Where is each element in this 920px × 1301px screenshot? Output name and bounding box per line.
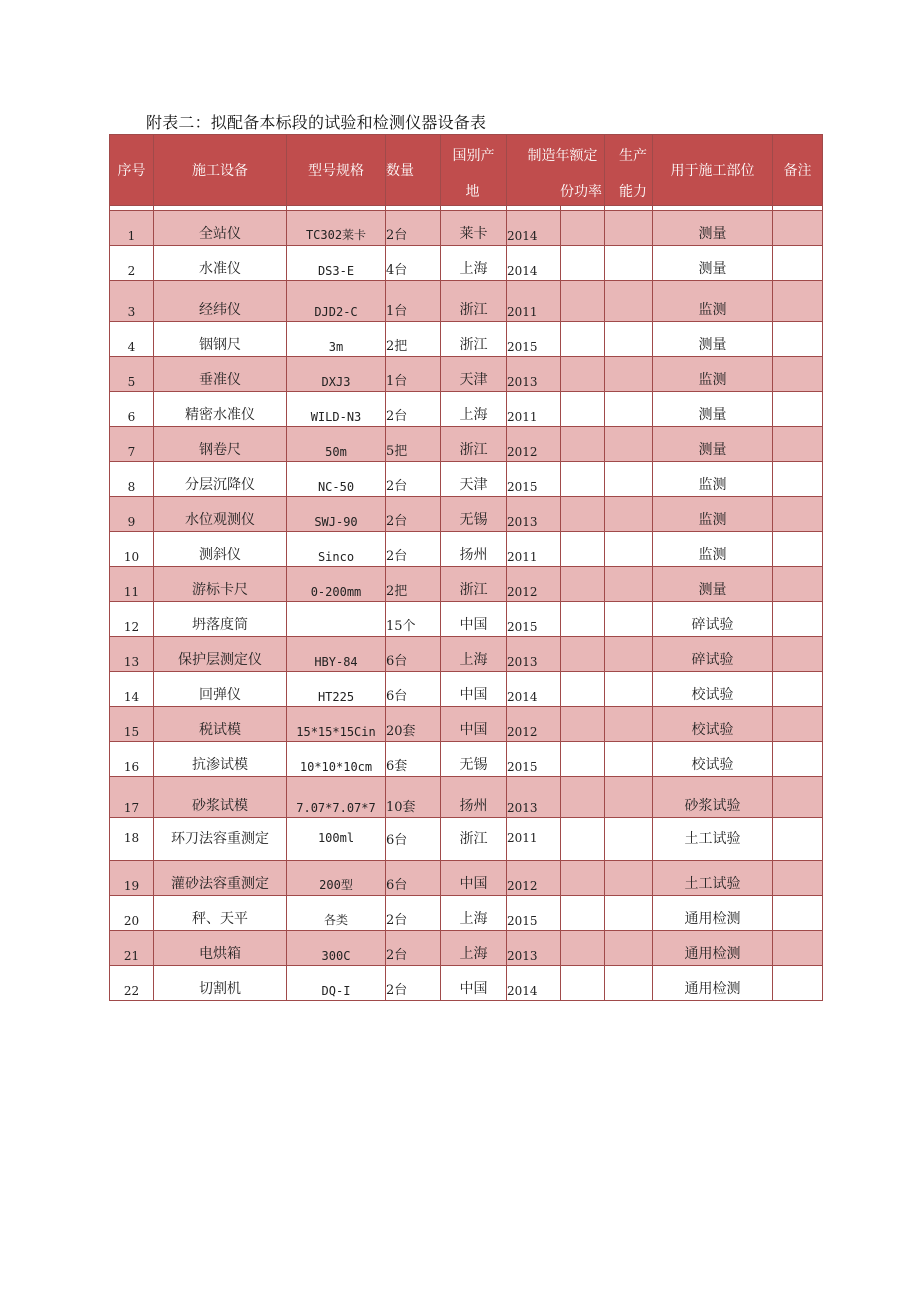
table-row <box>110 707 823 742</box>
cell-power <box>561 896 605 931</box>
cell-year: 2013 <box>507 497 561 532</box>
cell-equipment: 灌砂法容重测定 <box>154 861 287 896</box>
cell-quantity: 2台 <box>386 532 441 567</box>
cell-no: 12 <box>110 602 154 637</box>
cell-power <box>561 637 605 672</box>
cell-remark <box>773 497 823 532</box>
cell-year: 2011 <box>507 281 561 322</box>
cell-model: 100ml <box>287 818 386 861</box>
cell-equipment: 测斜仪 <box>154 532 287 567</box>
cell-equipment: 坍落度筒 <box>154 602 287 637</box>
cell-origin: 上海 <box>441 637 507 672</box>
cell-remark <box>773 777 823 818</box>
cell-usage: 碎试验 <box>653 602 773 637</box>
cell-equipment: 精密水准仪 <box>154 392 287 427</box>
cell-no: 6 <box>110 392 154 427</box>
cell-no: 9 <box>110 497 154 532</box>
cell-year: 2015 <box>507 322 561 357</box>
cell-capacity <box>605 462 653 497</box>
cell-equipment: 分层沉降仪 <box>154 462 287 497</box>
header-origin <box>441 135 507 206</box>
cell-quantity: 6台 <box>386 861 441 896</box>
cell-power <box>561 707 605 742</box>
cell-model: Sinco <box>287 532 386 567</box>
cell-equipment: 回弹仪 <box>154 672 287 707</box>
cell-origin: 浙江 <box>441 567 507 602</box>
cell-origin: 天津 <box>441 462 507 497</box>
cell-equipment: 经纬仪 <box>154 281 287 322</box>
cell-origin: 无锡 <box>441 497 507 532</box>
cell-capacity <box>605 357 653 392</box>
cell-no: 3 <box>110 281 154 322</box>
cell-usage: 测量 <box>653 211 773 246</box>
cell-equipment: 抗渗试模 <box>154 742 287 777</box>
header-equipment: 施工设备 <box>154 135 287 206</box>
table-row <box>110 427 823 462</box>
header-year-power <box>507 135 605 206</box>
header-year-line2: 份功率 <box>560 184 602 200</box>
cell-capacity <box>605 281 653 322</box>
cell-quantity: 15个 <box>386 602 441 637</box>
cell-year: 2014 <box>507 211 561 246</box>
cell-no: 1 <box>110 211 154 246</box>
cell-power <box>561 322 605 357</box>
cell-usage: 校试验 <box>653 742 773 777</box>
cell-capacity <box>605 931 653 966</box>
table-row <box>110 281 823 322</box>
cell-remark <box>773 861 823 896</box>
cell-remark <box>773 322 823 357</box>
header-model: 型号规格 <box>287 135 386 206</box>
cell-no: 22 <box>110 966 154 1001</box>
cell-origin: 浙江 <box>441 818 507 861</box>
cell-remark <box>773 966 823 1001</box>
cell-no: 20 <box>110 896 154 931</box>
cell-power <box>561 532 605 567</box>
cell-quantity: 2台 <box>386 392 441 427</box>
table-row <box>110 777 823 818</box>
cell-usage: 测量 <box>653 322 773 357</box>
table-row <box>110 742 823 777</box>
cell-usage: 校试验 <box>653 672 773 707</box>
cell-quantity: 6台 <box>386 818 441 861</box>
cell-year: 2013 <box>507 357 561 392</box>
cell-equipment: 全站仪 <box>154 211 287 246</box>
cell-remark <box>773 281 823 322</box>
cell-equipment: 铟钢尺 <box>154 322 287 357</box>
table-row <box>110 602 823 637</box>
cell-origin: 中国 <box>441 672 507 707</box>
cell-capacity <box>605 966 653 1001</box>
table-row <box>110 246 823 281</box>
cell-model: WILD-N3 <box>287 392 386 427</box>
cell-capacity <box>605 567 653 602</box>
cell-remark <box>773 392 823 427</box>
cell-quantity: 20套 <box>386 707 441 742</box>
cell-power <box>561 742 605 777</box>
cell-remark <box>773 896 823 931</box>
table-header <box>110 135 823 206</box>
cell-power <box>561 497 605 532</box>
cell-origin: 上海 <box>441 246 507 281</box>
cell-equipment: 环刀法容重测定 <box>154 818 287 861</box>
cell-quantity: 2台 <box>386 462 441 497</box>
equipment-table <box>109 134 823 1001</box>
cell-no: 7 <box>110 427 154 462</box>
cell-model: 200型 <box>287 861 386 896</box>
cell-usage: 测量 <box>653 427 773 462</box>
cell-year: 2015 <box>507 602 561 637</box>
cell-capacity <box>605 672 653 707</box>
cell-capacity <box>605 742 653 777</box>
cell-no: 19 <box>110 861 154 896</box>
cell-power <box>561 211 605 246</box>
cell-quantity: 4台 <box>386 246 441 281</box>
cell-model <box>287 602 386 637</box>
table-row <box>110 211 823 246</box>
cell-year: 2011 <box>507 392 561 427</box>
cell-capacity <box>605 777 653 818</box>
cell-quantity: 2台 <box>386 966 441 1001</box>
cell-remark <box>773 637 823 672</box>
cell-equipment: 钢卷尺 <box>154 427 287 462</box>
cell-power <box>561 392 605 427</box>
cell-quantity: 2把 <box>386 322 441 357</box>
cell-usage: 通用检测 <box>653 896 773 931</box>
cell-equipment: 秤、天平 <box>154 896 287 931</box>
header-capacity <box>605 135 653 206</box>
cell-model: 0-200mm <box>287 567 386 602</box>
cell-model: DS3-E <box>287 246 386 281</box>
cell-no: 11 <box>110 567 154 602</box>
cell-power <box>561 931 605 966</box>
table-row <box>110 532 823 567</box>
cell-remark <box>773 707 823 742</box>
cell-power <box>561 246 605 281</box>
cell-no: 5 <box>110 357 154 392</box>
cell-no: 8 <box>110 462 154 497</box>
cell-model: DJD2-C <box>287 281 386 322</box>
cell-usage: 测量 <box>653 246 773 281</box>
cell-remark <box>773 357 823 392</box>
cell-origin: 上海 <box>441 896 507 931</box>
cell-quantity: 5把 <box>386 427 441 462</box>
cell-no: 13 <box>110 637 154 672</box>
cell-year: 2015 <box>507 462 561 497</box>
cell-quantity: 6台 <box>386 672 441 707</box>
table-row <box>110 861 823 896</box>
cell-remark <box>773 567 823 602</box>
cell-year: 2012 <box>507 427 561 462</box>
table-row <box>110 567 823 602</box>
cell-year: 2014 <box>507 246 561 281</box>
table-body <box>110 206 823 1001</box>
cell-equipment: 水准仪 <box>154 246 287 281</box>
cell-remark <box>773 462 823 497</box>
cell-origin: 扬州 <box>441 777 507 818</box>
table-row <box>110 357 823 392</box>
cell-remark <box>773 427 823 462</box>
cell-capacity <box>605 532 653 567</box>
table-row <box>110 637 823 672</box>
cell-usage: 监测 <box>653 532 773 567</box>
cell-equipment: 砂浆试模 <box>154 777 287 818</box>
cell-power <box>561 357 605 392</box>
cell-equipment: 垂准仪 <box>154 357 287 392</box>
cell-year: 2011 <box>507 818 561 861</box>
cell-capacity <box>605 497 653 532</box>
cell-power <box>561 861 605 896</box>
table-row <box>110 322 823 357</box>
cell-remark <box>773 602 823 637</box>
table-row <box>110 966 823 1001</box>
header-remark: 备注 <box>773 135 823 206</box>
cell-model: HBY-84 <box>287 637 386 672</box>
cell-capacity <box>605 637 653 672</box>
cell-usage: 测量 <box>653 392 773 427</box>
cell-remark <box>773 818 823 861</box>
cell-model: HT225 <box>287 672 386 707</box>
cell-origin: 中国 <box>441 966 507 1001</box>
cell-origin: 中国 <box>441 707 507 742</box>
table-row <box>110 392 823 427</box>
cell-model: 50m <box>287 427 386 462</box>
cell-equipment: 税试模 <box>154 707 287 742</box>
cell-remark <box>773 246 823 281</box>
cell-power <box>561 567 605 602</box>
cell-year: 2015 <box>507 742 561 777</box>
table-row <box>110 818 823 861</box>
cell-origin: 中国 <box>441 602 507 637</box>
cell-quantity: 6套 <box>386 742 441 777</box>
header-capacity-line1: 生产 <box>619 148 647 164</box>
cell-capacity <box>605 246 653 281</box>
cell-capacity <box>605 392 653 427</box>
cell-year: 2011 <box>507 532 561 567</box>
cell-quantity: 2台 <box>386 211 441 246</box>
cell-origin: 浙江 <box>441 322 507 357</box>
cell-origin: 无锡 <box>441 742 507 777</box>
cell-model: 15*15*15Cin <box>287 707 386 742</box>
cell-power <box>561 427 605 462</box>
cell-capacity <box>605 896 653 931</box>
cell-capacity <box>605 211 653 246</box>
cell-quantity: 2台 <box>386 896 441 931</box>
cell-origin: 浙江 <box>441 281 507 322</box>
cell-year: 2012 <box>507 861 561 896</box>
cell-quantity: 1台 <box>386 357 441 392</box>
table-row <box>110 497 823 532</box>
cell-origin: 莱卡 <box>441 211 507 246</box>
cell-year: 2013 <box>507 931 561 966</box>
cell-usage: 校试验 <box>653 707 773 742</box>
cell-model: 300C <box>287 931 386 966</box>
cell-model: 各类 <box>287 896 386 931</box>
cell-usage: 通用检测 <box>653 966 773 1001</box>
cell-model: 10*10*10cm <box>287 742 386 777</box>
header-year-line1: 制造年额定 <box>527 148 598 164</box>
cell-usage: 碎试验 <box>653 637 773 672</box>
cell-capacity <box>605 818 653 861</box>
cell-origin: 天津 <box>441 357 507 392</box>
cell-model: NC-50 <box>287 462 386 497</box>
cell-year: 2014 <box>507 966 561 1001</box>
cell-power <box>561 818 605 861</box>
cell-equipment: 电烘箱 <box>154 931 287 966</box>
cell-capacity <box>605 427 653 462</box>
cell-model: TC302莱卡 <box>287 211 386 246</box>
cell-quantity: 2台 <box>386 931 441 966</box>
cell-origin: 浙江 <box>441 427 507 462</box>
cell-year: 2013 <box>507 637 561 672</box>
cell-remark <box>773 931 823 966</box>
cell-usage: 监测 <box>653 357 773 392</box>
cell-model: DXJ3 <box>287 357 386 392</box>
cell-usage: 监测 <box>653 497 773 532</box>
header-quantity: 数量 <box>386 135 441 206</box>
cell-model: DQ-I <box>287 966 386 1001</box>
cell-origin: 上海 <box>441 931 507 966</box>
cell-remark <box>773 532 823 567</box>
cell-year: 2012 <box>507 707 561 742</box>
cell-capacity <box>605 322 653 357</box>
cell-year: 2015 <box>507 896 561 931</box>
cell-power <box>561 966 605 1001</box>
cell-power <box>561 672 605 707</box>
cell-capacity <box>605 861 653 896</box>
cell-year: 2012 <box>507 567 561 602</box>
cell-no: 21 <box>110 931 154 966</box>
cell-origin: 中国 <box>441 861 507 896</box>
cell-no: 14 <box>110 672 154 707</box>
cell-power <box>561 777 605 818</box>
cell-quantity: 6台 <box>386 637 441 672</box>
table-row <box>110 462 823 497</box>
header-capacity-line2: 能力 <box>619 184 647 200</box>
cell-capacity <box>605 707 653 742</box>
cell-no: 16 <box>110 742 154 777</box>
cell-no: 4 <box>110 322 154 357</box>
cell-model: 7.07*7.07*7 <box>287 777 386 818</box>
cell-model: 3m <box>287 322 386 357</box>
cell-no: 15 <box>110 707 154 742</box>
cell-usage: 通用检测 <box>653 931 773 966</box>
cell-origin: 扬州 <box>441 532 507 567</box>
table-row <box>110 931 823 966</box>
cell-quantity: 2把 <box>386 567 441 602</box>
cell-year: 2013 <box>507 777 561 818</box>
cell-no: 10 <box>110 532 154 567</box>
header-origin-line1: 国别产 <box>452 148 495 164</box>
header-usage: 用于施工部位 <box>653 135 773 206</box>
cell-origin: 上海 <box>441 392 507 427</box>
cell-quantity: 1台 <box>386 281 441 322</box>
cell-no: 17 <box>110 777 154 818</box>
cell-year: 2014 <box>507 672 561 707</box>
cell-equipment: 游标卡尺 <box>154 567 287 602</box>
cell-equipment: 保护层测定仪 <box>154 637 287 672</box>
header-origin-line2: 地 <box>465 184 480 200</box>
table-row <box>110 672 823 707</box>
cell-power <box>561 602 605 637</box>
cell-power <box>561 281 605 322</box>
cell-power <box>561 462 605 497</box>
table-row <box>110 896 823 931</box>
cell-usage: 土工试验 <box>653 861 773 896</box>
header-no: 序号 <box>110 135 154 206</box>
cell-usage: 监测 <box>653 281 773 322</box>
cell-quantity: 2台 <box>386 497 441 532</box>
cell-remark <box>773 742 823 777</box>
cell-quantity: 10套 <box>386 777 441 818</box>
cell-capacity <box>605 602 653 637</box>
cell-usage: 土工试验 <box>653 818 773 861</box>
cell-usage: 监测 <box>653 462 773 497</box>
cell-model: SWJ-90 <box>287 497 386 532</box>
cell-remark <box>773 672 823 707</box>
cell-equipment: 切割机 <box>154 966 287 1001</box>
page-title: 附表二：拟配备本标段的试验和检测仪器设备表 <box>146 113 487 132</box>
cell-usage: 砂浆试验 <box>653 777 773 818</box>
cell-no: 18 <box>110 818 154 861</box>
cell-no: 2 <box>110 246 154 281</box>
cell-usage: 测量 <box>653 567 773 602</box>
cell-remark <box>773 211 823 246</box>
cell-equipment: 水位观测仪 <box>154 497 287 532</box>
